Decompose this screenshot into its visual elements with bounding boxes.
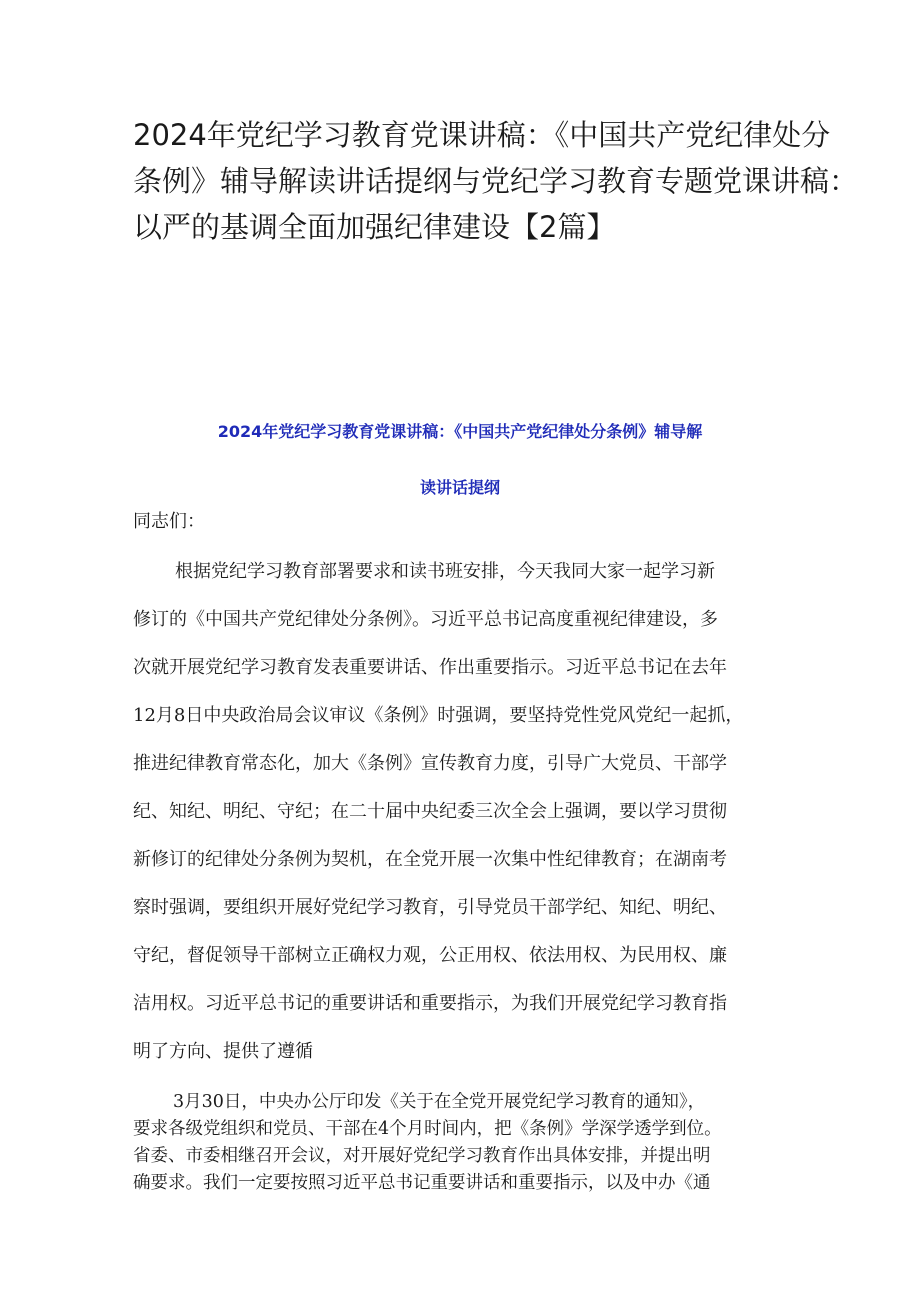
text-line: 守纪，督促领导干部树立正确权力观，公正用权、依法用权、为民用权、廉 bbox=[133, 945, 727, 966]
main-title bbox=[133, 112, 859, 250]
text-line: 根据党纪学习教育部署要求和读书班安排，今天我同大家一起学习新 bbox=[175, 561, 715, 582]
section-title-line: 2024年党纪学习教育党课讲稿：《中国共产党纪律处分条例》辅导解 bbox=[217, 422, 703, 441]
main-title-line: 条例》辅导解读讲话提纲与党纪学习教育专题党课讲稿： bbox=[133, 164, 859, 198]
main-title-line: 以严的基调全面加强纪律建设【2篇】 bbox=[133, 210, 616, 244]
text-line: 察时强调，要组织开展好党纪学习教育，引导党员干部学纪、知纪、明纪、 bbox=[133, 897, 727, 918]
text-line: 新修订的纪律处分条例为契机，在全党开展一次集中性纪律教育；在湖南考 bbox=[133, 849, 727, 870]
text-line: 明了方向、提供了遵循 bbox=[133, 1041, 313, 1062]
text-line: 确要求。我们一定要按照习近平总书记重要讲话和重要指示，以及中办《通 bbox=[133, 1173, 711, 1193]
text-line: 纪、知纪、明纪、守纪；在二十届中央纪委三次全会上强调，要以学习贯彻 bbox=[133, 801, 727, 822]
text-line: 次就开展党纪学习教育发表重要讲话、作出重要指示。习近平总书记在去年 bbox=[133, 657, 727, 678]
text-line: 省委、市委相继召开会议，对开展好党纪学习教育作出具体安排，并提出明 bbox=[133, 1146, 711, 1166]
section-title-line: 读讲话提纲 bbox=[419, 478, 500, 497]
paragraph-2 bbox=[133, 1089, 793, 1197]
text-line: 洁用权。习近平总书记的重要讲话和重要指示，为我们开展党纪学习教育指 bbox=[133, 993, 727, 1014]
text-line: 12月8日中央政治局会议审议《条例》时强调，要坚持党性党风党纪一起抓， bbox=[133, 705, 744, 726]
salutation: 同志们： bbox=[133, 511, 205, 532]
text-line: 3月30日，中央办公厅印发《关于在全党开展党纪学习教育的通知》， bbox=[173, 1092, 706, 1112]
section-title bbox=[133, 404, 787, 516]
paragraph-1 bbox=[133, 548, 793, 1076]
text-line: 要求各级党组织和党员、干部在4个月时间内，把《条例》学深学透学到位。 bbox=[133, 1119, 722, 1139]
text-line: 修订的《中国共产党纪律处分条例》。习近平总书记高度重视纪律建设，多 bbox=[133, 609, 718, 630]
main-title-line: 2024年党纪学习教育党课讲稿：《中国共产党纪律处分 bbox=[133, 118, 831, 152]
text-line: 推进纪律教育常态化，加大《条例》宣传教育力度，引导广大党员、干部学 bbox=[133, 753, 727, 774]
